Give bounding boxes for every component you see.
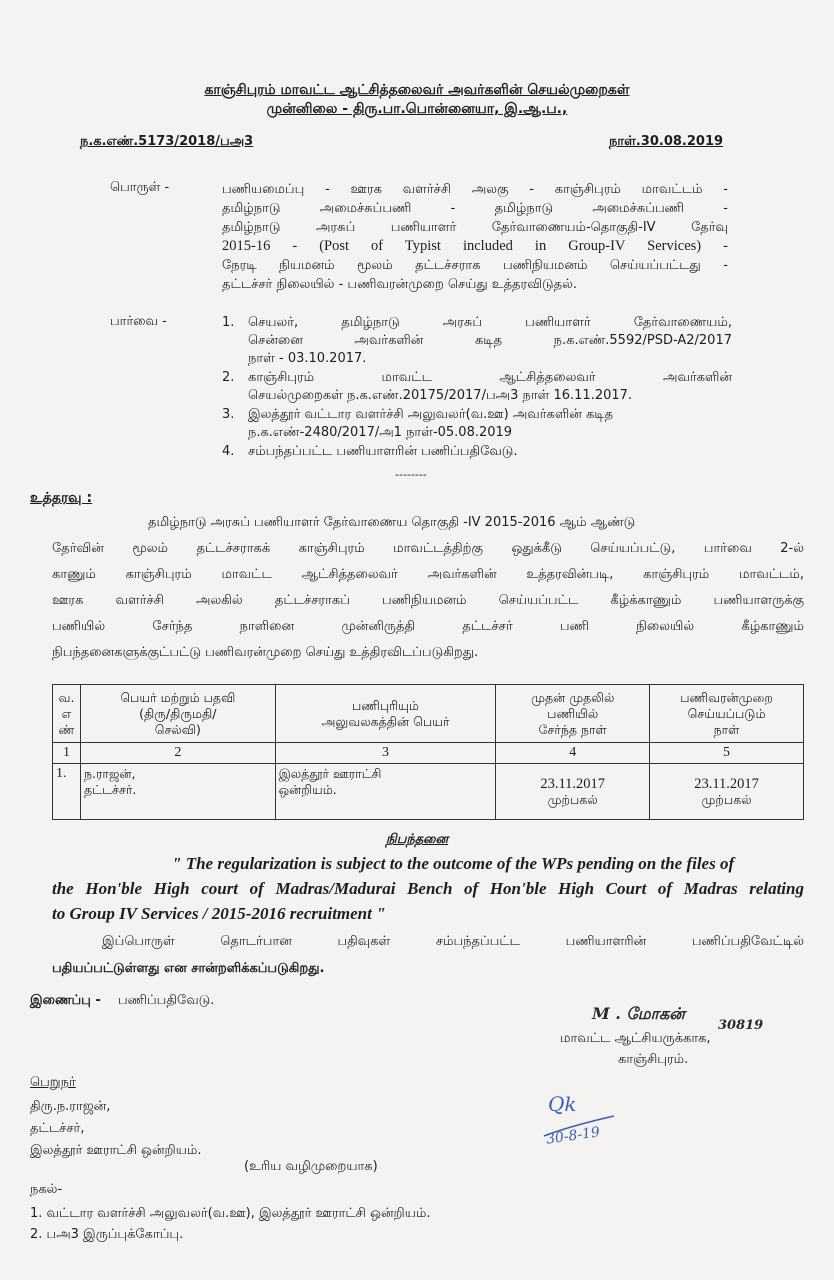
recipient-heading: பெறுநர்: [30, 1075, 76, 1090]
certification-line: பதியப்பட்டுள்ளது என சான்றளிக்கப்படுகிறது.: [52, 961, 325, 976]
employee-post: தட்டச்சர்.: [83, 782, 137, 797]
table-header: பெயர் மற்றும் பதவி (திரு/திருமதி/ செல்வி): [80, 685, 275, 743]
table-cell: 3: [275, 743, 496, 764]
recipient-line: இலத்தூர் ஊராட்சி ஒன்றியம்.: [30, 1143, 202, 1158]
reference-item: [222, 369, 732, 405]
subject-label: பொருள் -: [110, 180, 170, 195]
subject-line: 2015-16 - (Post of Typist included in Group-IV Services) -: [222, 238, 728, 254]
regularization-table: [52, 684, 804, 820]
table-header-row: [53, 685, 804, 743]
copies-list: [30, 1203, 430, 1245]
order-line: ஊரக வளர்ச்சி அலகில் தட்டச்சராகப் பணிநியமனம் செய்யப்பட்ட கீழ்க்காணும் பணியாளருக்கு: [52, 593, 804, 608]
subject-line: தட்டச்சர் நிலையில் - பணிவரன்முறை செய்து உத்தரவிடுதல்.: [222, 277, 578, 292]
subject-line: தமிழ்நாடு அமைச்சுப்பணி - தமிழ்நாடு அமைச்சுப்பணி -: [222, 201, 728, 216]
reference-line: ந.க.எண்-2480/2017/அ1 நாள்-05.08.2019: [248, 425, 513, 440]
order-paragraph: [52, 510, 804, 666]
subject-line: தமிழ்நாடு அரசுப் பணியாளர் தேர்வாணையம்-தொகுதி-IV தேர்வு: [222, 220, 728, 235]
condition-line: " The regularization is subject to the outcome of the WPs pending on the files of: [172, 854, 735, 873]
reference-line: சென்னை அவர்களின் கடித ந.க.எண்.5592/PSD-A2/2017: [248, 333, 732, 348]
reference-line: காஞ்சிபுரம் மாவட்ட ஆட்சித்தலைவர் அவர்களின்: [248, 370, 732, 385]
certification-line: இப்பொருள் தொடர்பான பதிவுகள் சம்பந்தப்பட்ட பணியாளரின் பணிப்பதிவேட்டில்: [102, 934, 804, 949]
signature-date: 30819: [718, 1018, 764, 1033]
document-title-line1: காஞ்சிபுரம் மாவட்ட ஆட்சித்தலைவர் அவர்களின் செயல்முறைகள்: [204, 82, 630, 98]
condition-quote: [52, 851, 804, 926]
table-column-number-row: [53, 743, 804, 764]
signature-stamp: M . மோகன்: [592, 1004, 685, 1023]
handwritten-date: 30-8-19: [545, 1124, 601, 1148]
order-line: தமிழ்நாடு அரசுப் பணியாளர் தேர்வாணைய தொகுதி -IV 2015-2016 ஆம் ஆண்டு: [148, 515, 636, 530]
recipient-via: (உரிய வழிமுறையாக): [244, 1159, 378, 1174]
table-header: வ. எ ண்: [53, 685, 81, 743]
employee-name: ந.ராஜன்,: [83, 766, 136, 781]
order-line: பணியில் சேர்ந்த நாளினை முன்னிருத்தி தட்டச்சர் பணி நிலையில் கீழ்காணும்: [52, 619, 804, 634]
reference-number: 3.: [222, 407, 235, 422]
regularization-date: 23.11.2017: [694, 775, 759, 792]
condition-line: the Hon'ble High court of Madras/Madurai Bench of Hon'ble High Court of Madras relating: [52, 879, 804, 898]
table-header: பணிபுரியும் அலுவலகத்தின் பெயர்: [275, 685, 496, 743]
references-list: [222, 314, 732, 462]
order-heading: உத்தரவு :: [30, 490, 93, 506]
signature-designation: மாவட்ட ஆட்சியருக்காக,: [560, 1031, 711, 1046]
subject-line: நேரடி நியமனம் மூலம் தட்டச்சராக பணிநியமனம் செய்யப்பட்டது -: [222, 258, 728, 273]
signature-place: காஞ்சிபுரம்.: [618, 1052, 689, 1067]
table-cell: 23.11.2017 முற்பகல்: [650, 764, 804, 820]
table-header: பணிவரன்முறை செய்யப்படும் நாள்: [650, 685, 804, 743]
copy-item: 1. வட்டார வளர்ச்சி அலுவலர்(வ.ஊ), இலத்தூர் ஊராட்சி ஒன்றியம்.: [30, 1206, 431, 1221]
reference-line: செயல்முறைகள் ந.க.எண்.20175/2017/பஅ3 நாள் 16.11.2017.: [248, 388, 633, 403]
condition-heading: நிபந்தனை: [385, 832, 449, 847]
reference-line: நாள் - 03.10.2017.: [248, 351, 367, 366]
join-date: 23.11.2017: [540, 775, 606, 792]
references-label: பார்வை -: [110, 314, 167, 329]
order-line: நிபந்தனைகளுக்குட்பட்டு பணிவரன்முறை செய்து உத்திரவிடப்படுகிறது.: [52, 645, 479, 660]
table-cell: 2: [80, 743, 275, 764]
reference-number: 2.: [222, 370, 235, 385]
recipient-address: [30, 1096, 201, 1162]
reference-number: 4.: [222, 444, 235, 459]
table-header: முதன் முதலில் பணியில் சேர்ந்த நாள்: [496, 685, 650, 743]
enclosure-label: இணைப்பு -: [30, 993, 101, 1008]
table-row: [53, 764, 804, 820]
recipient-line: திரு.ந.ராஜன்,: [30, 1099, 111, 1114]
reference-item: [222, 443, 732, 461]
table-cell: 23.11.2017 முற்பகல்: [496, 764, 650, 820]
handwritten-initials: Qk: [548, 1092, 577, 1116]
order-line: தேர்வின் மூலம் தட்டச்சராகக் காஞ்சிபுரம் மாவட்டத்திற்கு ஒதுக்கீடு செய்யப்பட்டு, பார்வை 2-ல்: [52, 541, 804, 556]
table-cell: 5: [650, 743, 804, 764]
table-cell: 1.: [53, 764, 81, 820]
document-title-line2: முன்னிலை - திரு.பா.பொன்னையா, இ.ஆ.ப.,: [266, 101, 568, 117]
order-line: காணும் காஞ்சிபுரம் மாவட்ட ஆட்சித்தலைவர் அவர்களின் உத்தரவின்படி, காஞ்சிபுரம் மாவட்டம்,: [52, 567, 804, 582]
reference-line: இலத்தூர் வட்டார வளர்ச்சி அலுவலர்(வ.ஊ) அவர்களின் கடித: [248, 407, 614, 422]
enclosure-text: பணிப்பதிவேடு.: [118, 993, 215, 1008]
table-cell: 1: [53, 743, 81, 764]
subject-line: பணியமைப்பு - ஊரக வளர்ச்சி அலகு - காஞ்சிபுரம் மாவட்டம் -: [222, 182, 728, 197]
document-date: நாள்.30.08.2019: [609, 134, 724, 149]
table-cell: [80, 764, 275, 820]
condition-line: to Group IV Services / 2015-2016 recruitment ": [52, 904, 386, 923]
copy-item: 2. பஅ3 இருப்புக்கோப்பு.: [30, 1227, 184, 1242]
reference-line: சம்பந்தப்பட்ட பணியாளரின் பணிப்பதிவேடு.: [248, 444, 518, 459]
recipient-line: தட்டச்சர்,: [30, 1121, 85, 1136]
reference-line: செயலர், தமிழ்நாடு அரசுப் பணியாளர் தேர்வாணையம்,: [248, 315, 732, 330]
table-cell: இலத்தூர் ஊராட்சி ஒன்றியம்.: [275, 764, 496, 820]
table-cell: 4: [496, 743, 650, 764]
separator: --------: [395, 468, 427, 481]
reference-item: [222, 406, 732, 442]
copies-heading: நகல்-: [30, 1182, 63, 1197]
reference-number: 1.: [222, 315, 235, 330]
subject-text: [222, 180, 728, 294]
reference-number: ந.க.எண்.5173/2018/பஅ3: [80, 134, 254, 149]
reference-item: [222, 314, 732, 368]
